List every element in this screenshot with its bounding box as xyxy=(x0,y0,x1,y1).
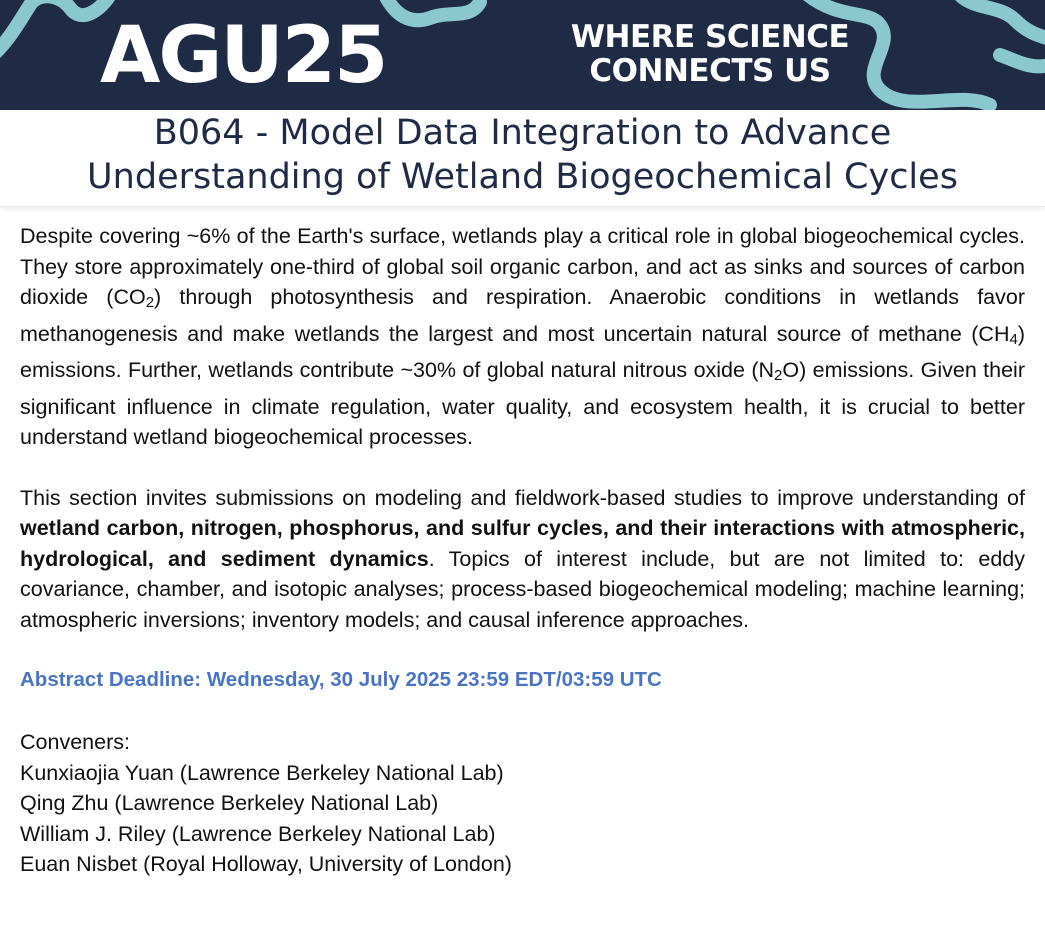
convener-item: Kunxiaojia Yuan (Lawrence Berkeley National Lab) xyxy=(20,760,504,785)
scope-text-2: . Topics of interest include, but are not limited to: eddy covariance, chamber, and isotopic analyses; process-based biogeochemical modeling; machine learning; atmospheric inversions; inventory models; and causal inference approaches. xyxy=(20,546,1026,632)
n2o-subscript: 2 xyxy=(774,367,783,384)
overview-text-3: ) emissions. Further, wetlands contribute ~30% of global natural nitrous oxide (N xyxy=(20,321,1025,382)
conveners-list xyxy=(20,727,1025,880)
convener-item: Qing Zhu (Lawrence Berkeley National Lab) xyxy=(20,791,439,815)
session-title xyxy=(0,111,1045,199)
scope-bold-topics: wetland carbon, nitrogen, phosphorus, and sulfur cycles, and their interactions with atmospheric, hydrological, and sediment dynamics xyxy=(20,516,1025,571)
agu25-logo: AGU25 xyxy=(100,11,387,101)
paragraph-scope xyxy=(20,483,1025,636)
tagline-line-2: CONNECTS US xyxy=(589,53,831,89)
session-title-line-1: B064 - Model Data Integration to Advance xyxy=(153,113,892,153)
header-banner xyxy=(0,0,1045,110)
overview-text-1: Despite covering ~6% of the Earth's surface, wetlands play a critical role in global biogeochemical cycles. They store approximately one-third of global soil organic carbon, and act as sinks and sources of carbon dioxide (CO xyxy=(20,224,1025,309)
abstract-deadline: Abstract Deadline: Wednesday, 30 July 2025 23:59 EDT/03:59 UTC xyxy=(20,668,662,691)
conveners-heading: Conveners: xyxy=(20,730,130,754)
scope-text-1: This section invites submissions on modeling and fieldwork-based studies to improve understanding of xyxy=(20,485,1025,510)
ch4-subscript: 4 xyxy=(1009,330,1018,348)
convener-item: William J. Riley (Lawrence Berkeley National Lab) xyxy=(20,821,496,846)
overview-text-4: O) emissions. Given their significant influence in climate regulation, water quality, and ecosystem health, it is crucial to better understand wetland biogeochemical processes. xyxy=(20,358,1025,449)
tagline xyxy=(565,20,855,88)
session-description xyxy=(20,221,1025,880)
session-title-line-2: Understanding of Wetland Biogeochemical Cycles xyxy=(87,157,958,197)
co2-subscript: 2 xyxy=(145,294,155,311)
tagline-line-1: WHERE SCIENCE xyxy=(570,19,850,55)
convener-item: Euan Nisbet (Royal Holloway, University of London) xyxy=(20,852,512,876)
paragraph-overview xyxy=(20,221,1025,453)
overview-text-2: ) through photosynthesis and respiration. Anaerobic conditions in wetlands favor methanogenesis and make wetlands the largest and most uncertain natural source of methane (CH xyxy=(20,285,1025,346)
